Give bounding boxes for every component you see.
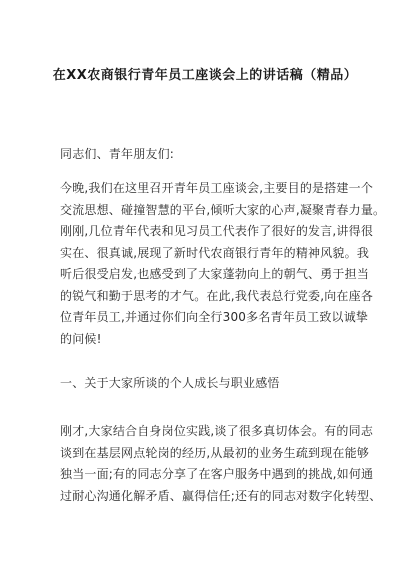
paragraph-line: 听后很受启发,也感受到了大家蓬勃向上的朝气、勇于担当	[60, 267, 370, 281]
paragraph-line: 交流思想、碰撞智慧的平台,倾听大家的心声,凝聚青春力量。	[60, 202, 386, 217]
section-heading: 一、关于大家所谈的个人成长与职业感悟	[60, 376, 280, 390]
paragraph-line: 的锐气和勤于思考的才气。在此,我代表总行党委,向在座各	[60, 288, 374, 303]
paragraph-line: 谈到在基层网点轮岗的经历,从最初的业务生疏到现在能够	[60, 445, 370, 460]
paragraph-2	[60, 421, 382, 507]
paragraph-line: 独当一面;有的同志分享了在客户服务中遇到的挑战,如何通	[60, 467, 374, 481]
document-title: 在XX农商银行青年员工座谈会上的讲话稿（精品）	[52, 68, 358, 83]
greeting: 同志们、青年朋友们:	[60, 147, 175, 161]
paragraph-line: 今晚,我们在这里召开青年员工座谈会,主要目的是搭建一个	[60, 181, 374, 195]
paragraph-1	[60, 178, 386, 350]
paragraph-line: 过耐心沟通化解矛盾、赢得信任;还有的同志对数字化转型、	[60, 488, 382, 503]
paragraph-line: 刚才,大家结合自身岗位实践,谈了很多真切体会。有的同志	[60, 424, 374, 438]
paragraph-line: 实在、很真诚,展现了新时代农商银行青年的精神风貌。我	[60, 245, 370, 260]
paragraph-line: 的问候!	[60, 331, 102, 346]
paragraph-line: 位青年员工,并通过你们向全行300多名青年员工致以诚挚	[60, 310, 369, 324]
paragraph-line: 刚刚,几位青年代表和见习员工代表作了很好的发言,讲得很	[60, 224, 374, 238]
